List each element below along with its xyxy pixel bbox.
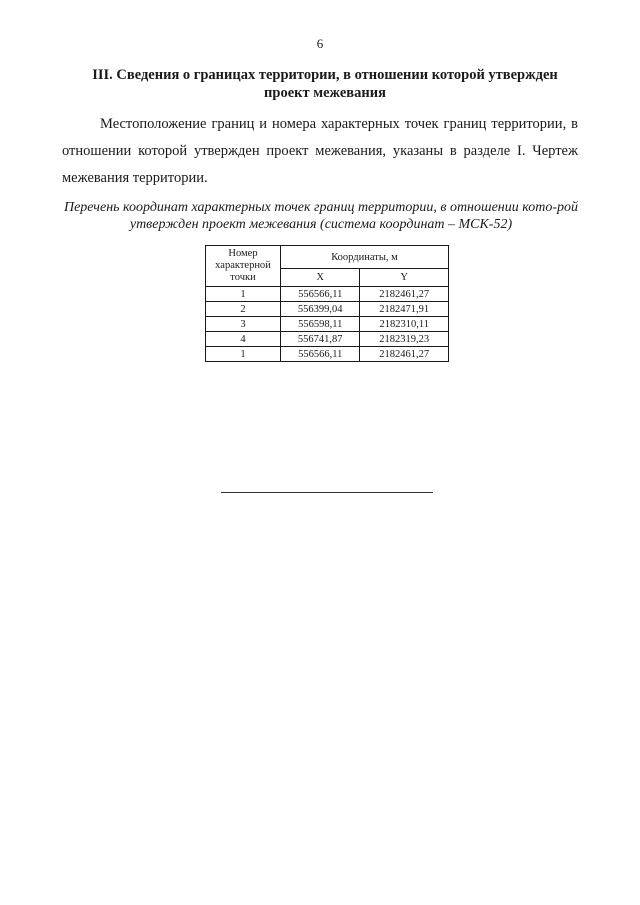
cell-x: 556741,87 bbox=[281, 332, 360, 347]
cell-y: 2182319,23 bbox=[360, 332, 449, 347]
cell-point: 1 bbox=[206, 287, 281, 302]
header-x: X bbox=[281, 269, 360, 287]
table-row bbox=[206, 347, 449, 362]
cell-point: 4 bbox=[206, 332, 281, 347]
cell-x: 556399,04 bbox=[281, 302, 360, 317]
header-point-number: Номер характерной точки bbox=[206, 246, 281, 287]
cell-y: 2182461,27 bbox=[360, 287, 449, 302]
cell-point: 3 bbox=[206, 317, 281, 332]
cell-x: 556598,11 bbox=[281, 317, 360, 332]
cell-x: 556566,11 bbox=[281, 287, 360, 302]
footer-divider bbox=[221, 492, 433, 493]
table-header-row bbox=[206, 246, 449, 269]
header-y: Y bbox=[360, 269, 449, 287]
table-row bbox=[206, 302, 449, 317]
cell-point: 2 bbox=[206, 302, 281, 317]
coordinates-table bbox=[205, 245, 449, 362]
page-number: 6 bbox=[316, 36, 324, 51]
cell-y: 2182461,27 bbox=[360, 347, 449, 362]
cell-y: 2182310,11 bbox=[360, 317, 449, 332]
table-row bbox=[206, 317, 449, 332]
cell-point: 1 bbox=[206, 347, 281, 362]
body-paragraph: Местоположение границ и номера характерных точек границ территории, в отношении которой утвержден проект межевания, указаны в разделе I. Чертеж межевания территории. bbox=[62, 116, 578, 186]
cell-y: 2182471,91 bbox=[360, 302, 449, 317]
cell-x: 556566,11 bbox=[281, 347, 360, 362]
table-caption: Перечень координат характерных точек границ территории, в отношении кото-рой утвержден проект межевания (система координат – МСК-52) bbox=[63, 200, 579, 232]
header-coordinates: Координаты, м bbox=[281, 246, 449, 269]
table-row bbox=[206, 287, 449, 302]
table-row bbox=[206, 332, 449, 347]
section-title: III. Сведения о границах территории, в отношении которой утвержден проект межевания bbox=[92, 67, 558, 101]
